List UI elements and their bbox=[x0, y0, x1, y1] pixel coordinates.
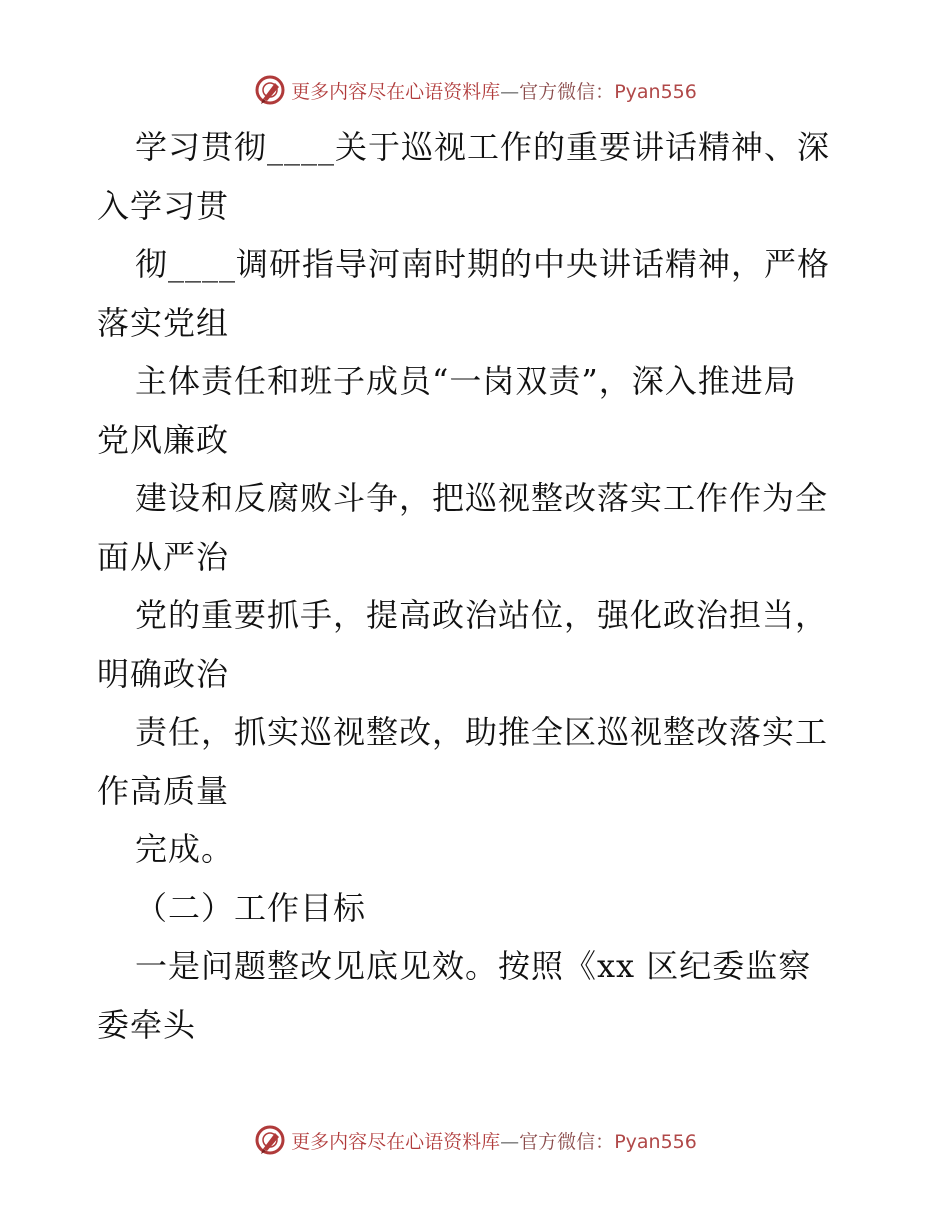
text-line: 学习贯彻____关于巡视工作的重要讲话精神、深 bbox=[135, 128, 831, 166]
banner-wechat-label: 官方微信： bbox=[519, 80, 615, 103]
banner-separator: — bbox=[500, 1130, 520, 1153]
pen-nib-logo-icon bbox=[253, 73, 287, 107]
banner-text bbox=[291, 1127, 697, 1154]
text-line: （二）工作目标 bbox=[135, 888, 367, 927]
text-line: 落实党组 bbox=[97, 303, 230, 342]
text-line: 委牵头 bbox=[97, 1005, 197, 1044]
document-body bbox=[97, 118, 857, 1054]
text-line: 完成。 bbox=[135, 830, 235, 868]
text-line: 入学习贯 bbox=[97, 186, 230, 225]
pen-nib-logo-icon bbox=[253, 1123, 287, 1157]
banner-site-text: 更多内容尽在心语资料库 bbox=[291, 1130, 501, 1153]
text-line: 责任，抓实巡视整改，助推全区巡视整改落实工 bbox=[135, 713, 829, 751]
text-line: 党的重要抓手，提高政治站位，强化政治担当， bbox=[135, 596, 829, 634]
banner-separator: — bbox=[500, 80, 520, 103]
banner-wechat-label: 官方微信： bbox=[519, 1130, 615, 1153]
text-line: 党风廉政 bbox=[97, 420, 230, 459]
text-line: 彻____调研指导河南时期的中央讲话精神，严格 bbox=[135, 245, 831, 283]
footer-banner bbox=[0, 1120, 950, 1160]
header-banner bbox=[0, 70, 950, 110]
text-line: 一是问题整改见底见效。按照《xx 区纪委监察 bbox=[135, 947, 812, 985]
text-line: 明确政治 bbox=[97, 654, 230, 693]
text-line: 面从严治 bbox=[97, 537, 230, 576]
text-line: 作高质量 bbox=[97, 771, 230, 810]
banner-wechat-id: Pyan556 bbox=[614, 80, 697, 103]
text-line: 主体责任和班子成员“一岗双责”，深入推进局 bbox=[135, 362, 797, 400]
banner-wechat-id: Pyan556 bbox=[614, 1130, 697, 1153]
banner-site-text: 更多内容尽在心语资料库 bbox=[291, 80, 501, 103]
banner-text bbox=[291, 77, 697, 104]
text-line: 建设和反腐败斗争，把巡视整改落实工作作为全 bbox=[135, 479, 829, 517]
